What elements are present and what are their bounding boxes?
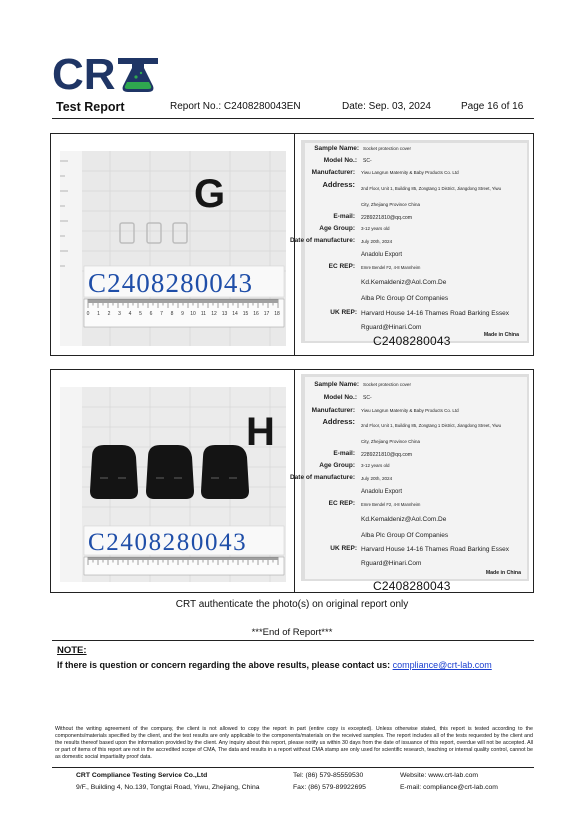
svg-text:Rguard@Hinari.Com: Rguard@Hinari.Com xyxy=(361,560,422,567)
note-label: NOTE: xyxy=(57,645,87,656)
page-number: Page 16 of 16 xyxy=(461,101,524,112)
footer-address: 9/F., Building 4, No.139, Tongtai Road, Yiwu, Zhejiang, China xyxy=(76,784,260,791)
svg-text:City, Zhejiang Province Chin: City, Zhejiang Province China xyxy=(361,202,420,207)
svg-text:City, Zhejiang Province Chin: City, Zhejiang Province China xyxy=(361,439,420,444)
svg-text:Rguard@Hinari.Com: Rguard@Hinari.Com xyxy=(361,324,422,331)
photo-panel-1 xyxy=(50,133,534,356)
end-of-report: ***End of Report*** xyxy=(251,627,333,638)
svg-text:Manufacturer:: Manufacturer: xyxy=(311,169,355,176)
ruler-label: 0 xyxy=(86,311,90,317)
ruler-label: 11 xyxy=(200,311,207,317)
svg-text:Date of manufacture:: Date of manufacture: xyxy=(289,237,355,244)
contact-line xyxy=(57,660,492,670)
svg-text:Kd.Kemaldeniz@Aol.Com.De: Kd.Kemaldeniz@Aol.Com.De xyxy=(361,516,447,523)
svg-text:Made in China: Made in China xyxy=(483,332,519,338)
svg-text:Anadolu Export: Anadolu Export xyxy=(361,489,403,495)
svg-text:UK REP:: UK REP: xyxy=(330,545,357,552)
svg-text:Date of manufacture:: Date of manufacture: xyxy=(289,474,355,481)
ruler-label: 7 xyxy=(160,311,163,317)
lbl-sample-name: Sample Name: xyxy=(314,145,359,152)
ruler-label: 18 xyxy=(274,311,280,317)
svg-text:2289221810@qq.com: 2289221810@qq.com xyxy=(361,452,413,458)
label-code-1: C2408280043 xyxy=(373,334,451,348)
svg-text:July 20th, 2024: July 20th, 2024 xyxy=(361,476,393,481)
footer-website[interactable]: Website: www.crt-lab.com xyxy=(400,772,479,779)
svg-text:Emre Bendel F2, 4-8 Mannheim: Emre Bendel F2, 4-8 Mannheim xyxy=(361,265,421,270)
code-strip-2: C2408280043 xyxy=(88,529,248,556)
photo-divider xyxy=(294,134,295,355)
svg-text:Age Group:: Age Group: xyxy=(319,462,355,469)
ruler-label: 14 xyxy=(232,311,238,317)
ruler-label: 2 xyxy=(107,311,111,317)
photo-caption: CRT authenticate the photo(s) on original report only xyxy=(175,599,409,610)
svg-text:Alba Plc Group Of Companies: Alba Plc Group Of Companies xyxy=(361,532,449,539)
svg-text:3-12 years old: 3-12 years old xyxy=(361,226,390,231)
report-title: Test Report xyxy=(56,100,125,114)
ruler-label: 12 xyxy=(211,311,217,317)
footer-divider xyxy=(52,767,534,768)
ruler-label: 15 xyxy=(242,311,249,317)
val-sample-name: Socket protection cover xyxy=(363,146,412,151)
svg-text:Emre Bendel F2, 4-8 Mannheim: Emre Bendel F2, 4-8 Mannheim xyxy=(361,502,421,507)
footer-fax: Fax: (86) 579-89922695 xyxy=(293,784,366,791)
svg-text:Model No.:: Model No.: xyxy=(323,394,357,401)
ruler-label: 8 xyxy=(170,311,174,317)
svg-text:E-mail:: E-mail: xyxy=(333,213,355,220)
svg-text:Socket protection cover: Socket protection cover xyxy=(363,382,412,387)
svg-text:Anadolu Export: Anadolu Export xyxy=(361,252,403,258)
svg-text:2nd Floor, Unit 1, Building 85: 2nd Floor, Unit 1, Building 85, Zongtang 1 District, Jiangdong Street, Yiwu xyxy=(361,186,501,191)
svg-text:2nd Floor, Unit 1, Building 85: 2nd Floor, Unit 1, Building 85, Zongtang 1 District, Jiangdong Street, Yiwu xyxy=(361,423,501,428)
ruler-label: 4 xyxy=(128,311,132,317)
svg-text:Harvard House 14-16 Thames Roa: Harvard House 14-16 Thames Road Barking Essex xyxy=(361,310,510,317)
svg-text:EC REP:: EC REP: xyxy=(328,500,355,507)
ruler-label: 16 xyxy=(253,311,259,317)
sample-letter-h: H xyxy=(246,410,275,454)
svg-text:SC-: SC- xyxy=(363,158,372,164)
svg-text:EC REP:: EC REP: xyxy=(328,263,355,270)
footer-email[interactable]: E-mail: compliance@crt-lab.com xyxy=(400,784,498,791)
sample-letter-g: G xyxy=(194,172,226,216)
code-strip-1: C2408280043 xyxy=(88,268,254,298)
report-date: Date: Sep. 03, 2024 xyxy=(342,101,431,112)
ruler-label: 9 xyxy=(181,311,184,317)
ruler-label: 13 xyxy=(221,311,228,317)
ruler-label: 6 xyxy=(149,311,153,317)
svg-text:Model No.:: Model No.: xyxy=(323,157,357,164)
svg-text:UK REP:: UK REP: xyxy=(330,309,357,316)
label-photo-1 xyxy=(289,140,529,343)
ruler-label: 1 xyxy=(97,311,100,317)
label-code-2: C2408280043 xyxy=(373,579,451,593)
photo-divider xyxy=(294,370,295,592)
disclaimer: Without the writing agreement of the company, the client is not allowed to copy the report in part (entire copy is excepted). Unless otherwise stated, this report is tested according to the components/materials specified by the client, and the test results are only applicable to the components/materials on the received samples. The report includes all of the tests requested by the client and the results thereof based upon the information provided by the client. Any inquiry about this report, please notify us within 30 days from the date of issuance of this report, overdue will not be accepted. All or part of items of this report are not in the accredited scope of CMA, The data and results in a report without CMA stamp are only used for scientific research, teaching or internal quality control, cannot be as domestic social impartiality proof data. xyxy=(55,726,533,761)
svg-text:Address:: Address: xyxy=(322,417,355,426)
footer-company: CRT Compliance Testing Service Co.,Ltd xyxy=(76,772,208,779)
svg-text:Address:: Address: xyxy=(322,180,355,189)
svg-text:July 20th, 2024: July 20th, 2024 xyxy=(361,239,393,244)
svg-text:3-12 years old: 3-12 years old xyxy=(361,463,390,468)
sample-photo-1 xyxy=(60,151,286,346)
sample-photo-2 xyxy=(60,387,286,582)
report-header xyxy=(52,101,532,117)
logo-letters: CR xyxy=(52,50,116,99)
svg-text:Yiwu Langrun Maternity & Baby: Yiwu Langrun Maternity & Baby Products Co. Ltd xyxy=(361,408,459,413)
report-number: Report No.: C2408280043EN xyxy=(170,101,301,112)
svg-text:Sample Name:: Sample Name: xyxy=(314,381,359,388)
svg-text:E-mail:: E-mail: xyxy=(333,450,355,457)
svg-text:Kd.Kemaldeniz@Aol.Com.De: Kd.Kemaldeniz@Aol.Com.De xyxy=(361,279,447,286)
ruler-label: 17 xyxy=(263,311,270,317)
svg-text:Alba Plc Group Of Companies: Alba Plc Group Of Companies xyxy=(361,295,449,302)
crt-logo xyxy=(52,50,164,99)
svg-text:Harvard House 14-16 Thames Roa: Harvard House 14-16 Thames Road Barking Essex xyxy=(361,546,510,553)
svg-text:2289221810@qq.com: 2289221810@qq.com xyxy=(361,215,413,221)
end-divider xyxy=(52,640,534,641)
contact-email-link[interactable]: compliance@crt-lab.com xyxy=(392,660,492,670)
svg-text:Age Group:: Age Group: xyxy=(319,225,355,232)
svg-text:SC-: SC- xyxy=(363,395,372,401)
footer-tel: Tel: (86) 579-85559530 xyxy=(293,772,364,779)
header-divider xyxy=(52,118,534,119)
ruler-label: 10 xyxy=(190,311,196,317)
ruler-label: 3 xyxy=(118,311,121,317)
svg-text:Manufacturer:: Manufacturer: xyxy=(311,407,355,414)
contact-text: If there is question or concern regarding the above results, please contact us: xyxy=(57,660,393,670)
label-photo-2 xyxy=(289,374,529,581)
svg-text:Yiwu Langrun Maternity & Baby: Yiwu Langrun Maternity & Baby Products Co. Ltd xyxy=(361,170,459,175)
socket-covers xyxy=(90,445,249,499)
svg-text:Made in China: Made in China xyxy=(485,570,521,576)
ruler-label: 5 xyxy=(139,311,142,317)
photo-panel-2 xyxy=(50,369,534,593)
